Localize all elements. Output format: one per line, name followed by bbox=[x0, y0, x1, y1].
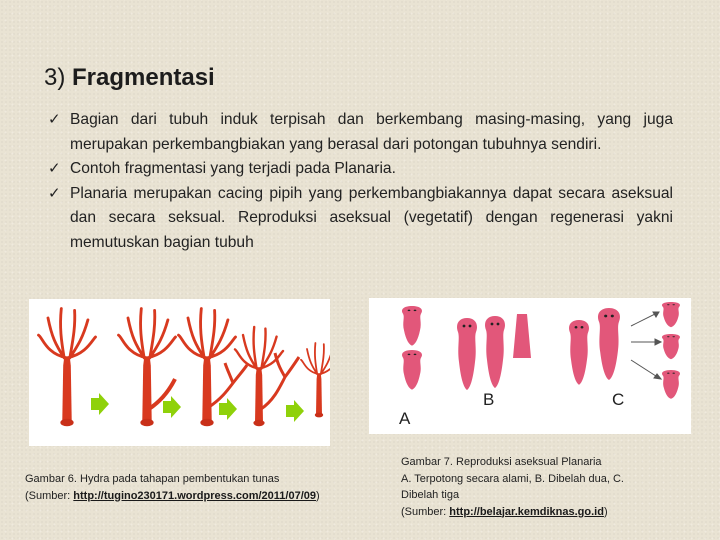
caption-source bbox=[401, 504, 624, 521]
planaria-caption bbox=[401, 454, 624, 520]
caption-line: A. Terpotong secara alami, B. Dibelah dua, C. bbox=[401, 472, 624, 485]
source-link[interactable]: http://tugino230171.wordpress.com/2011/07/09 bbox=[73, 489, 317, 502]
hydra-illustration bbox=[29, 299, 330, 446]
bullet-item bbox=[48, 157, 673, 182]
caption-line: Dibelah tiga bbox=[401, 489, 460, 501]
title-number: 3) bbox=[44, 64, 66, 91]
planaria-fragments bbox=[662, 302, 680, 399]
source-prefix: (Sumber: bbox=[401, 505, 450, 518]
planaria-c bbox=[569, 308, 620, 385]
check-icon: ✓ bbox=[48, 184, 61, 202]
check-icon: ✓ bbox=[48, 111, 61, 128]
source-suffix: ) bbox=[603, 505, 608, 518]
hydra-stage-1 bbox=[39, 309, 96, 427]
label-b: B bbox=[483, 390, 495, 409]
label-c: C bbox=[612, 390, 625, 409]
green-arrow-icon bbox=[91, 393, 109, 415]
source-suffix: ) bbox=[316, 489, 320, 502]
bullet-text: Planaria merupakan cacing pipih yang perkembangbiakannya dapat secara aseksual dan secara seksual. Reproduksi aseksual (vegetatif) dengan regenerasi yakni memutuskan bagian tubuh bbox=[70, 184, 673, 251]
caption-source bbox=[25, 488, 320, 505]
planaria-figure bbox=[369, 298, 691, 434]
green-arrow-icon bbox=[286, 400, 304, 422]
arrow-icon bbox=[631, 312, 661, 379]
planaria-b bbox=[457, 314, 531, 390]
slide-title bbox=[44, 64, 215, 92]
bullet-item bbox=[48, 108, 673, 157]
bullet-text: Bagian dari tubuh induk terpisah dan berkembang masing-masing, yang juga merupakan perkembangbiakan yang berasal dari potongan tubuhnya sendiri. bbox=[70, 111, 673, 153]
source-prefix: (Sumber: bbox=[25, 489, 74, 502]
hydra-stage-5 bbox=[301, 343, 330, 417]
source-link[interactable]: http://belajar.kemdiknas.go.id bbox=[449, 505, 604, 518]
bullet-item bbox=[48, 182, 673, 256]
caption-line: Gambar 6. Hydra pada tahapan pembentukan tunas bbox=[25, 473, 280, 485]
hydra-figure bbox=[29, 299, 330, 446]
caption-line: Gambar 7. Reproduksi aseksual Planaria bbox=[401, 456, 602, 468]
green-arrow-icon bbox=[163, 396, 181, 418]
planaria-a bbox=[402, 306, 422, 390]
bullet-text: Contoh fragmentasi yang terjadi pada Planaria. bbox=[70, 160, 396, 177]
planaria-illustration bbox=[369, 298, 691, 434]
green-arrow-icon bbox=[219, 398, 237, 420]
bullet-list bbox=[48, 108, 673, 255]
check-icon: ✓ bbox=[48, 160, 61, 177]
label-a: A bbox=[399, 409, 411, 428]
hydra-caption bbox=[25, 471, 320, 504]
hydra-stage-3 bbox=[179, 309, 248, 427]
title-text: Fragmentasi bbox=[72, 64, 215, 91]
